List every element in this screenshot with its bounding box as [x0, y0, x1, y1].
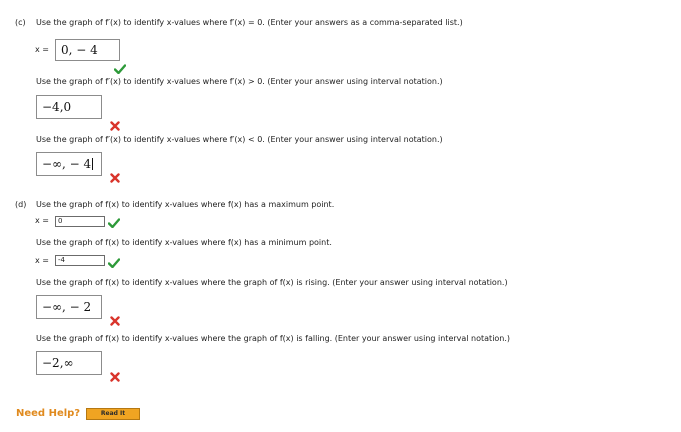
x-equals-label: x =	[35, 216, 49, 225]
question-c3: Use the graph of f′(x) to identify x-values where f′(x) < 0. (Enter your answer using interval notation.)	[36, 135, 443, 144]
answer-input-c2[interactable]: −4,0	[36, 95, 102, 119]
x-equals-label: x =	[35, 256, 49, 265]
x-icon	[110, 316, 120, 326]
check-icon	[108, 258, 120, 268]
x-icon	[110, 121, 120, 131]
part-c-label: (c)	[15, 18, 26, 27]
answer-input-d4[interactable]: −2,∞	[36, 351, 102, 375]
question-d3: Use the graph of f(x) to identify x-values where the graph of f(x) is rising. (Enter your answer using interval notation.)	[36, 278, 508, 287]
answer-text-c3: −∞, − 4	[42, 157, 92, 171]
answer-input-d3[interactable]: −∞, − 2	[36, 295, 102, 319]
part-d-label: (d)	[15, 200, 27, 209]
answer-input-d2[interactable]: -4	[55, 255, 105, 266]
answer-input-d1[interactable]: 0	[55, 216, 105, 227]
question-c2: Use the graph of f′(x) to identify x-values where f′(x) > 0. (Enter your answer using interval notation.)	[36, 77, 443, 86]
text-cursor	[92, 158, 93, 170]
question-c1: Use the graph of f′(x) to identify x-values where f′(x) = 0. (Enter your answers as a comma-separated list.)	[36, 18, 463, 27]
question-d4: Use the graph of f(x) to identify x-values where the graph of f(x) is falling. (Enter your answer using interval notation.)	[36, 334, 511, 343]
check-icon	[114, 64, 126, 74]
x-equals-label: x =	[35, 45, 49, 54]
read-it-button[interactable]: Read It	[86, 408, 140, 420]
check-icon	[108, 218, 120, 228]
answer-input-c3[interactable]	[36, 152, 102, 176]
need-help-label: Need Help?	[16, 408, 81, 419]
x-icon	[110, 173, 120, 183]
question-d1: Use the graph of f(x) to identify x-values where f(x) has a maximum point.	[36, 200, 335, 209]
question-d2: Use the graph of f(x) to identify x-values where f(x) has a minimum point.	[36, 238, 332, 247]
answer-input-c1[interactable]: 0, − 4	[55, 39, 120, 61]
x-icon	[110, 372, 120, 382]
